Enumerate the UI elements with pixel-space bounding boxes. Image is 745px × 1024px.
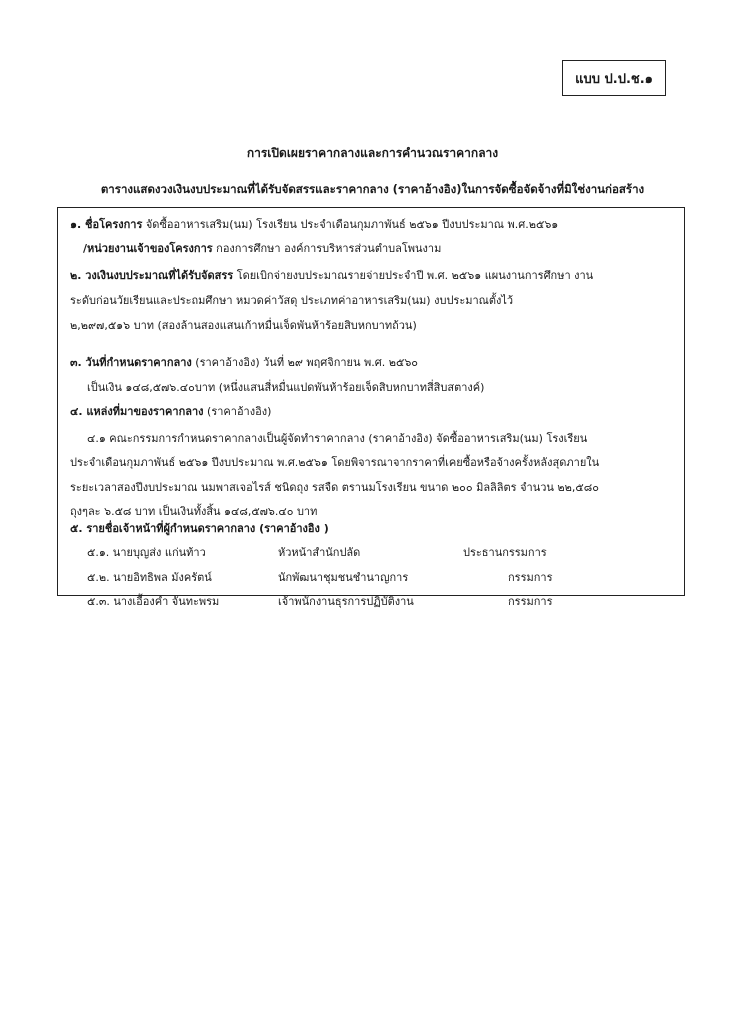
- item2-line1: [70, 268, 593, 284]
- item1-line1: [70, 217, 558, 233]
- item1-agency-label: /หน่วยงานเจ้าของโครงการ: [83, 242, 213, 255]
- member-position: หัวหน้าสำนักปลัด: [278, 546, 361, 559]
- item4-line1: [70, 404, 271, 420]
- item1-text: จัดซื้ออาหารเสริม(นม) โรงเรียน ประจำเดือนกุมภาพันธ์ ๒๕๖๑ ปีงบประมาณ พ.ศ.๒๕๖๑: [145, 218, 559, 231]
- member-name: ๕.๑. นายบุญส่ง แก่นท้าว: [87, 546, 206, 559]
- member-role: กรรมการ: [508, 595, 553, 608]
- item4-text3: ระยะเวลาสองปีงบประมาณ นมพาสเจอไรส์ ชนิดถุง รสจืด ตรานมโรงเรียน ขนาด ๒๐๐ มิลลิลิตร จำนวน ๒๒,๕๘๐: [70, 481, 599, 494]
- item5-label: [70, 521, 329, 537]
- item2-text1: โดยเบิกจ่ายงบประมาณรายจ่ายประจำปี พ.ศ. ๒๕๖๑ แผนงานการศึกษา งาน: [236, 269, 594, 282]
- member-role: กรรมการ: [508, 571, 553, 584]
- item1-agency: กองการศึกษา องค์การบริหารส่วนตำบลโพนงาม: [216, 242, 442, 255]
- item2-label: ๒. วงเงินงบประมาณที่ได้รับจัดสรร: [70, 269, 234, 282]
- item5-label-text: ๕. รายชื่อเจ้าหน้าที่ผู้กำหนดราคากลาง (ราคาอ้างอิง ): [70, 522, 329, 535]
- document-subtitle: ตารางแสดงวงเงินงบประมาณที่ได้รับจัดสรรและราคากลาง (ราคาอ้างอิง)ในการจัดซื้อจัดจ้างที่มิใช่งานก่อสร้าง: [100, 182, 645, 196]
- member-name: ๕.๒. นายอิทธิพล มังครัตน์: [87, 571, 212, 584]
- item3-line1: [70, 355, 418, 371]
- form-code: แบบ ป.ป.ช.๑: [575, 71, 653, 87]
- member-position: เจ้าพนักงานธุรการปฏิบัติงาน: [278, 595, 414, 608]
- item2-line3: ๒,๒๙๗,๕๑๖ บาท (สองล้านสองแสนเก้าหมื่นเจ็ดพันห้าร้อยสิบหกบาทถ้วน): [70, 319, 417, 332]
- form-code-box: [562, 60, 666, 96]
- item3-label: ๓. วันที่กำหนดราคากลาง: [70, 356, 192, 369]
- item1-line2: [83, 241, 441, 257]
- item3-text: (ราคาอ้างอิง) วันที่ ๒๙ พฤศจิกายน พ.ศ. ๒๕๖๐: [195, 356, 419, 369]
- content-box: [57, 207, 685, 608]
- item1-label: ๑. ชื่อโครงการ: [70, 218, 143, 231]
- item4-text1: ๔.๑ คณะกรรมการกำหนดราคากลางเป็นผู้จัดทำราคากลาง (ราคาอ้างอิง) จัดซื้ออาหารเสริม(นม) โรงเรียน: [87, 432, 588, 445]
- item3-amount: เป็นเงิน ๑๔๘,๕๗๖.๔๐บาท (หนึ่งแสนสี่หมื่นแปดพันห้าร้อยเจ็ดสิบหกบาทสี่สิบสตางค์): [87, 381, 485, 394]
- item4-label: ๔. แหล่งที่มาของราคากลาง: [70, 405, 204, 418]
- item4-text2: ประจำเดือนกุมภาพันธ์ ๒๕๖๑ ปีงบประมาณ พ.ศ.๒๕๖๑ โดยพิจารณาจากราคาที่เคยซื้อหรือจ้างครั้งหลังสุดภายใน: [70, 456, 600, 469]
- item2-line2: ระดับก่อนวัยเรียนและประถมศึกษา หมวดค่าวัสดุ ประเภทค่าอาหารเสริม(นม) งบประมาณตั้งไว้: [70, 294, 514, 307]
- member-role: ประธานกรรมการ: [463, 546, 547, 559]
- item4-text4: ถุงๆละ ๖.๕๘ บาท เป็นเงินทั้งสิ้น ๑๔๘,๕๗๖.๔๐ บาท: [70, 505, 318, 518]
- member-name: ๕.๓. นางเอื้องคำ จันทะพรม: [87, 595, 220, 608]
- document-title: การเปิดเผยราคากลางและการคำนวณราคากลาง: [246, 146, 499, 160]
- member-position: นักพัฒนาชุมชนชำนาญการ: [278, 571, 409, 584]
- item4-label-suffix: (ราคาอ้างอิง): [207, 405, 272, 418]
